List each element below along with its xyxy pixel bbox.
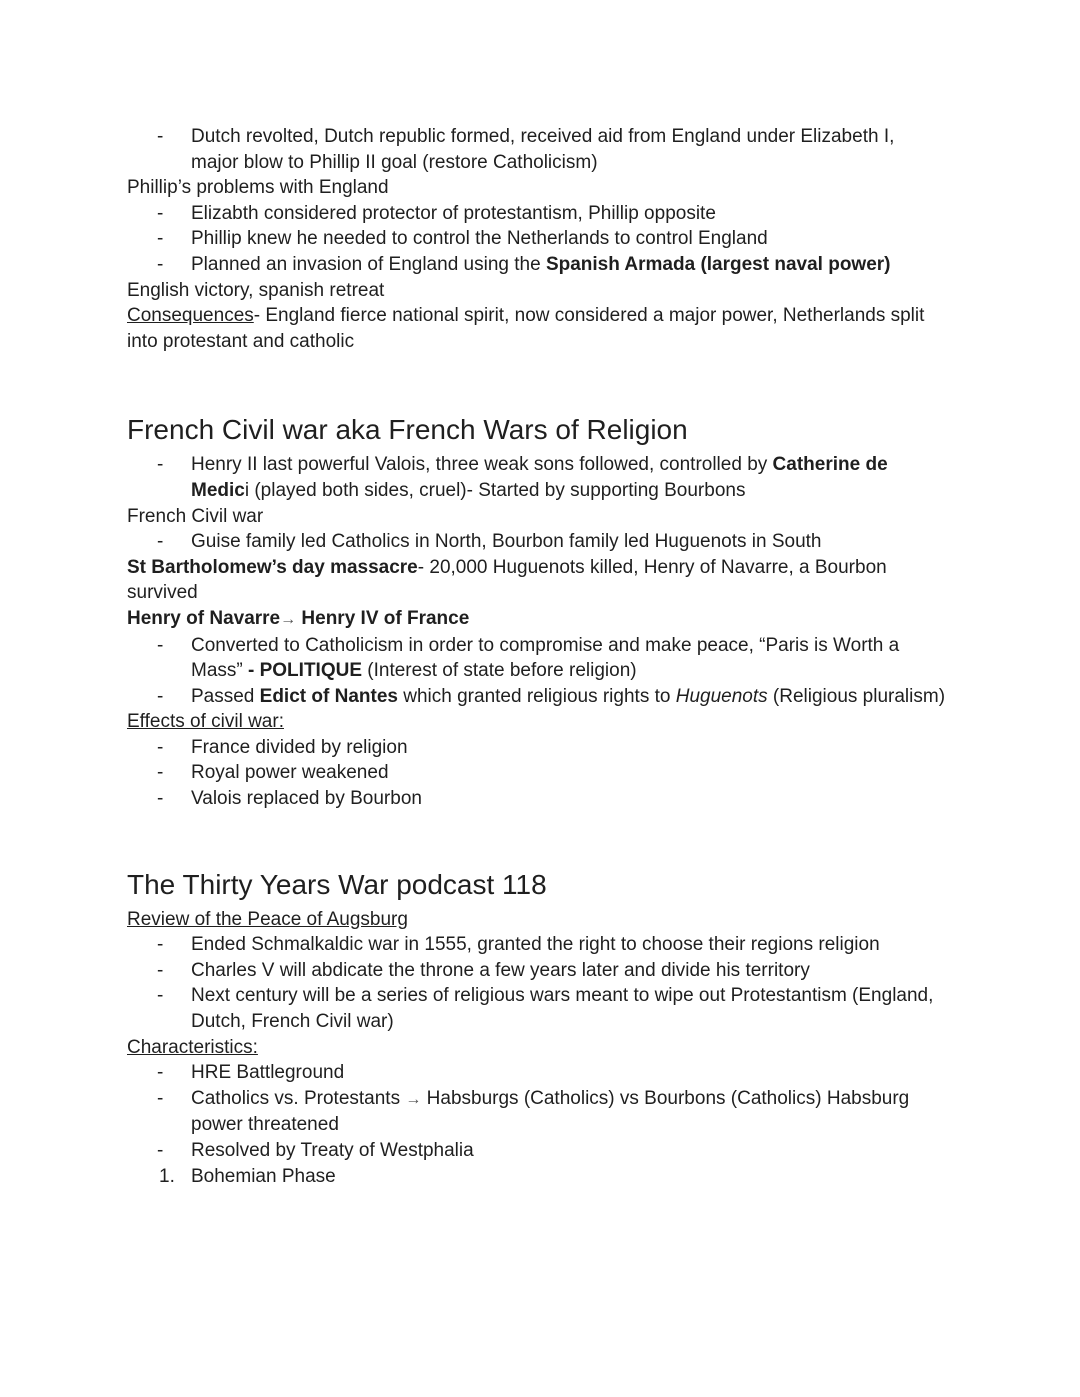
list-item — [127, 124, 947, 175]
bullet-text: Next century will be a series of religious wars meant to wipe out Protestantism (England, Dutch, French Civil war) — [191, 985, 934, 1033]
list-item — [127, 684, 947, 710]
list-item — [127, 252, 947, 278]
italic-text: Huguenots — [675, 685, 768, 707]
bullet-text: France divided by religion — [191, 736, 408, 758]
list-item — [127, 735, 947, 761]
list-item — [127, 983, 947, 1034]
numbered-item — [127, 1164, 947, 1190]
subheading: French Civil war — [127, 505, 264, 527]
list-item — [127, 1138, 947, 1164]
list-item — [127, 529, 947, 555]
arrow-icon: → — [405, 1090, 422, 1108]
bold-text: Spanish Armada (largest naval power) — [545, 253, 891, 275]
bullet-text: Royal power weakened — [191, 762, 389, 784]
bold-text: St Bartholomew’s day massacre — [127, 556, 418, 578]
bullet-text: Catholics vs. Protestants — [191, 1087, 406, 1109]
bullet-text: Henry II last powerful Valois, three weak sons followed, controlled by — [191, 454, 773, 476]
bullet-dash: - — [157, 253, 164, 275]
list-item — [127, 226, 947, 252]
bullet-text: Converted to Catholicism in order to compromise and make peace, “Paris is Worth a Mass” — [191, 634, 900, 682]
paragraph — [127, 555, 947, 606]
paragraph — [127, 907, 947, 933]
bullet-dash: - — [157, 1087, 164, 1109]
bullet-text: Resolved by Treaty of Westphalia — [191, 1140, 474, 1161]
paragraph — [127, 1035, 947, 1061]
bullet-text: Planned an invasion of England using the — [191, 253, 546, 275]
underlined-label: Consequences — [127, 305, 254, 327]
bullet-dash: - — [157, 634, 164, 656]
list-item — [127, 958, 947, 984]
list-item — [127, 1060, 947, 1086]
bold-text: Henry IV of France — [301, 607, 470, 629]
underlined-label: Review of the Peace of Augsburg — [127, 908, 408, 930]
subheading: Phillip’s problems with England — [127, 177, 389, 199]
paragraph — [127, 606, 947, 633]
paragraph-text: - England fierce national spirit, now considered a major power, Netherlands split into protestant and catholic — [127, 305, 925, 352]
bullet-dash: - — [157, 985, 164, 1007]
bullet-text: Bohemian Phase — [191, 1165, 336, 1187]
bullet-dash: - — [157, 934, 164, 956]
list-item — [127, 760, 947, 786]
underlined-label: Effects of civil war: — [127, 711, 284, 733]
bullet-dash: - — [157, 202, 164, 224]
bullet-dash: - — [157, 126, 164, 147]
bullet-text: Habsburgs (Catholics) vs Bourbons (Catholics) Habsburg power threatened — [191, 1087, 910, 1136]
bullet-text: Passed — [191, 685, 260, 707]
bullet-text: Valois replaced by Bourbon — [191, 788, 422, 810]
paragraph-text: - 20,000 Huguenots killed, Henry of Navarre, a Bourbon survived — [127, 556, 887, 604]
bullet-dash: - — [157, 454, 164, 476]
list-item — [127, 201, 947, 227]
bullet-text: which granted religious rights to — [397, 685, 676, 707]
list-number: 1. — [159, 1165, 175, 1187]
arrow-icon: → — [280, 610, 297, 628]
bullet-text: (Interest of state before religion) — [362, 660, 637, 682]
bold-text: Henry of Navarre — [127, 607, 281, 629]
bold-text: Edict of Nantes — [259, 685, 398, 707]
list-item — [127, 786, 947, 812]
bullet-text: Charles V will abdicate the throne a few years later and divide his territory — [191, 959, 810, 981]
paragraph: English victory, spanish retreat — [127, 279, 385, 301]
bullet-dash: - — [157, 1140, 164, 1161]
bullet-dash: - — [157, 1062, 164, 1084]
bullet-dash: - — [157, 959, 164, 981]
section-heading: The Thirty Years War podcast 118 — [127, 868, 547, 900]
bullet-text: HRE Battleground — [191, 1062, 345, 1084]
bullet-text: Elizabth considered protector of protestantism, Phillip opposite — [191, 202, 716, 224]
bullet-text: i (played both sides, cruel)- Started by supporting Bourbons — [244, 479, 746, 501]
bullet-dash: - — [157, 685, 164, 707]
document-page — [127, 124, 947, 1189]
paragraph — [127, 303, 947, 354]
bullet-text: Phillip knew he needed to control the Netherlands to control England — [191, 228, 768, 250]
list-item — [127, 932, 947, 958]
paragraph — [127, 709, 947, 735]
bullet-text: (Religious pluralism) — [767, 685, 946, 707]
bullet-text: Guise family led Catholics in North, Bourbon family led Huguenots in South — [191, 531, 822, 553]
list-item — [127, 633, 947, 684]
bold-text: Catherine de Medic — [191, 454, 888, 501]
list-item — [127, 452, 947, 503]
list-item — [127, 1086, 947, 1138]
bullet-dash: - — [157, 228, 164, 250]
bullet-dash: - — [157, 736, 164, 758]
bullet-dash: - — [157, 788, 164, 810]
bold-text: - POLITIQUE — [248, 660, 362, 682]
section-heading: French Civil war aka French Wars of Religion — [127, 414, 688, 446]
underlined-label: Characteristics: — [127, 1036, 258, 1058]
bullet-dash: - — [157, 531, 164, 553]
bullet-text: Ended Schmalkaldic war in 1555, granted the right to choose their regions religion — [191, 934, 880, 956]
bullet-text: Dutch revolted, Dutch republic formed, received aid from England under Elizabeth I, major blow to Phillip II goal (restore Catholicism) — [191, 126, 895, 173]
bullet-dash: - — [157, 762, 164, 784]
